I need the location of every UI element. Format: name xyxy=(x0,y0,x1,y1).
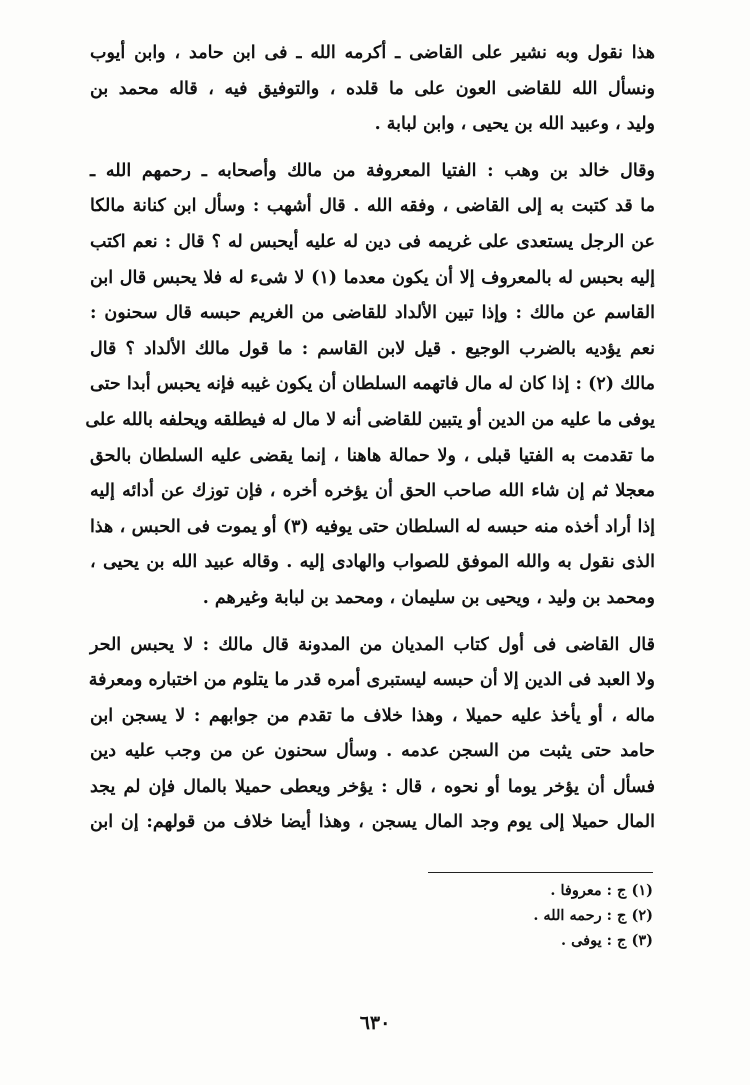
paragraph-3 xyxy=(90,628,655,842)
text-line: وقال خالد بن وهب : الفتيا المعروفة من مالك وأصحابه ـ رحمهم الله ـ xyxy=(90,160,655,181)
footnote: (٢) ج : رحمه الله . xyxy=(533,907,653,924)
text-line: قال القاضى فى أول كتاب المديان من المدونة قال مالك : لا يحبس الحر xyxy=(90,634,655,655)
text-line: هذا نقول وبه نشير على القاضى ـ أكرمه الله ـ فى ابن حامد ، وابن أيوب xyxy=(90,43,655,63)
text-line: القاسم عن مالك : وإذا تبين الألداد للقاضى من الغريم حبسه قال سحنون : xyxy=(90,303,655,324)
text-line: ولا العبد فى الدين إلا أن حبسه ليستبرى أمره قدر ما يتلوم من اختباره ومعرفة xyxy=(88,670,655,691)
footnotes xyxy=(353,878,653,953)
text-line: نعم يؤديه بالضرب الوجيع . قيل لابن القاسم : ما قول مالك الألداد ؟ قال xyxy=(90,338,655,359)
text-line: معجلا ثم إن شاء الله صاحب الحق أن يؤخره أخره ، فإن توزك عن أدائه إليه xyxy=(90,481,655,502)
paragraph-1 xyxy=(90,36,655,143)
text-line: ما تقدمت به الفتيا قبلى ، ولا حمالة هاهنا ، إنما يقضى عليه السلطان بالحق xyxy=(90,445,655,466)
text-line: ماله ، أو يأخذ عليه حميلا ، وهذا خلاف ما تقدم من جوابهم : لا يسجن ابن xyxy=(90,705,655,726)
text-line: ونسأل الله للقاضى العون على ما قلده ، والتوفيق فيه ، قاله محمد بن xyxy=(90,78,655,99)
text-line: وليد ، وعبيد الله بن يحيى ، وابن لبابة . xyxy=(374,114,655,135)
text-line: المال حميلا إلى يوم وجد المال يسجن ، وهذا أيضا خلاف من قولهم: إن ابن xyxy=(90,812,655,833)
main-text xyxy=(85,36,655,841)
text-line: يوفى ما عليه من الدين أو يتبين للقاضى أنه لا مال له فيطلقه ويحلفه بالله على xyxy=(85,409,655,430)
text-line: ما قد كتبت به إلى القاضى ، وفقه الله . قال أشهب : وسأل ابن كنانة مالكا xyxy=(90,196,655,217)
text-line: ومحمد بن وليد ، ويحيى بن سليمان ، ومحمد بن لبابة وغيرهم . xyxy=(202,587,655,608)
text-line: مالك (٢) : إذا كان له مال فاتهمه السلطان أن يكون غيبه فإنه يحبس أبدا حتى xyxy=(90,374,655,395)
page-number: ٦٣٠ xyxy=(359,1012,391,1034)
text-line: إذا أراد أخذه منه حبسه له السلطان حتى يوفيه (٣) أو يموت فى الحبس ، هذا xyxy=(90,516,655,537)
footnote: (١) ج : معروفا . xyxy=(550,882,653,899)
text-line: إليه بحبس له بالمعروف إلا أن يكون معدما (١) لا شىء له فلا يحبس قال ابن xyxy=(90,267,655,288)
text-line: الذى نقول به والله الموفق للصواب والهادى إليه . وقاله عبيد الله بن يحيى ، xyxy=(90,552,655,573)
text-line: حامد حتى يثبت من السجن عدمه . وسأل سحنون عن من وجب عليه دين xyxy=(90,741,655,762)
text-line: عن الرجل يستعدى على غريمه فى دين له عليه أيحبس له ؟ قال : نعم اكتب xyxy=(90,231,655,252)
footnote: (٣) ج : يوفى . xyxy=(560,932,653,949)
paragraph-2 xyxy=(85,154,655,617)
text-line: فسأل أن يؤخر يوما أو نحوه ، قال : يؤخر ويعطى حميلا بالمال فإن لم يجد xyxy=(90,776,655,797)
footnote-divider xyxy=(428,872,653,873)
